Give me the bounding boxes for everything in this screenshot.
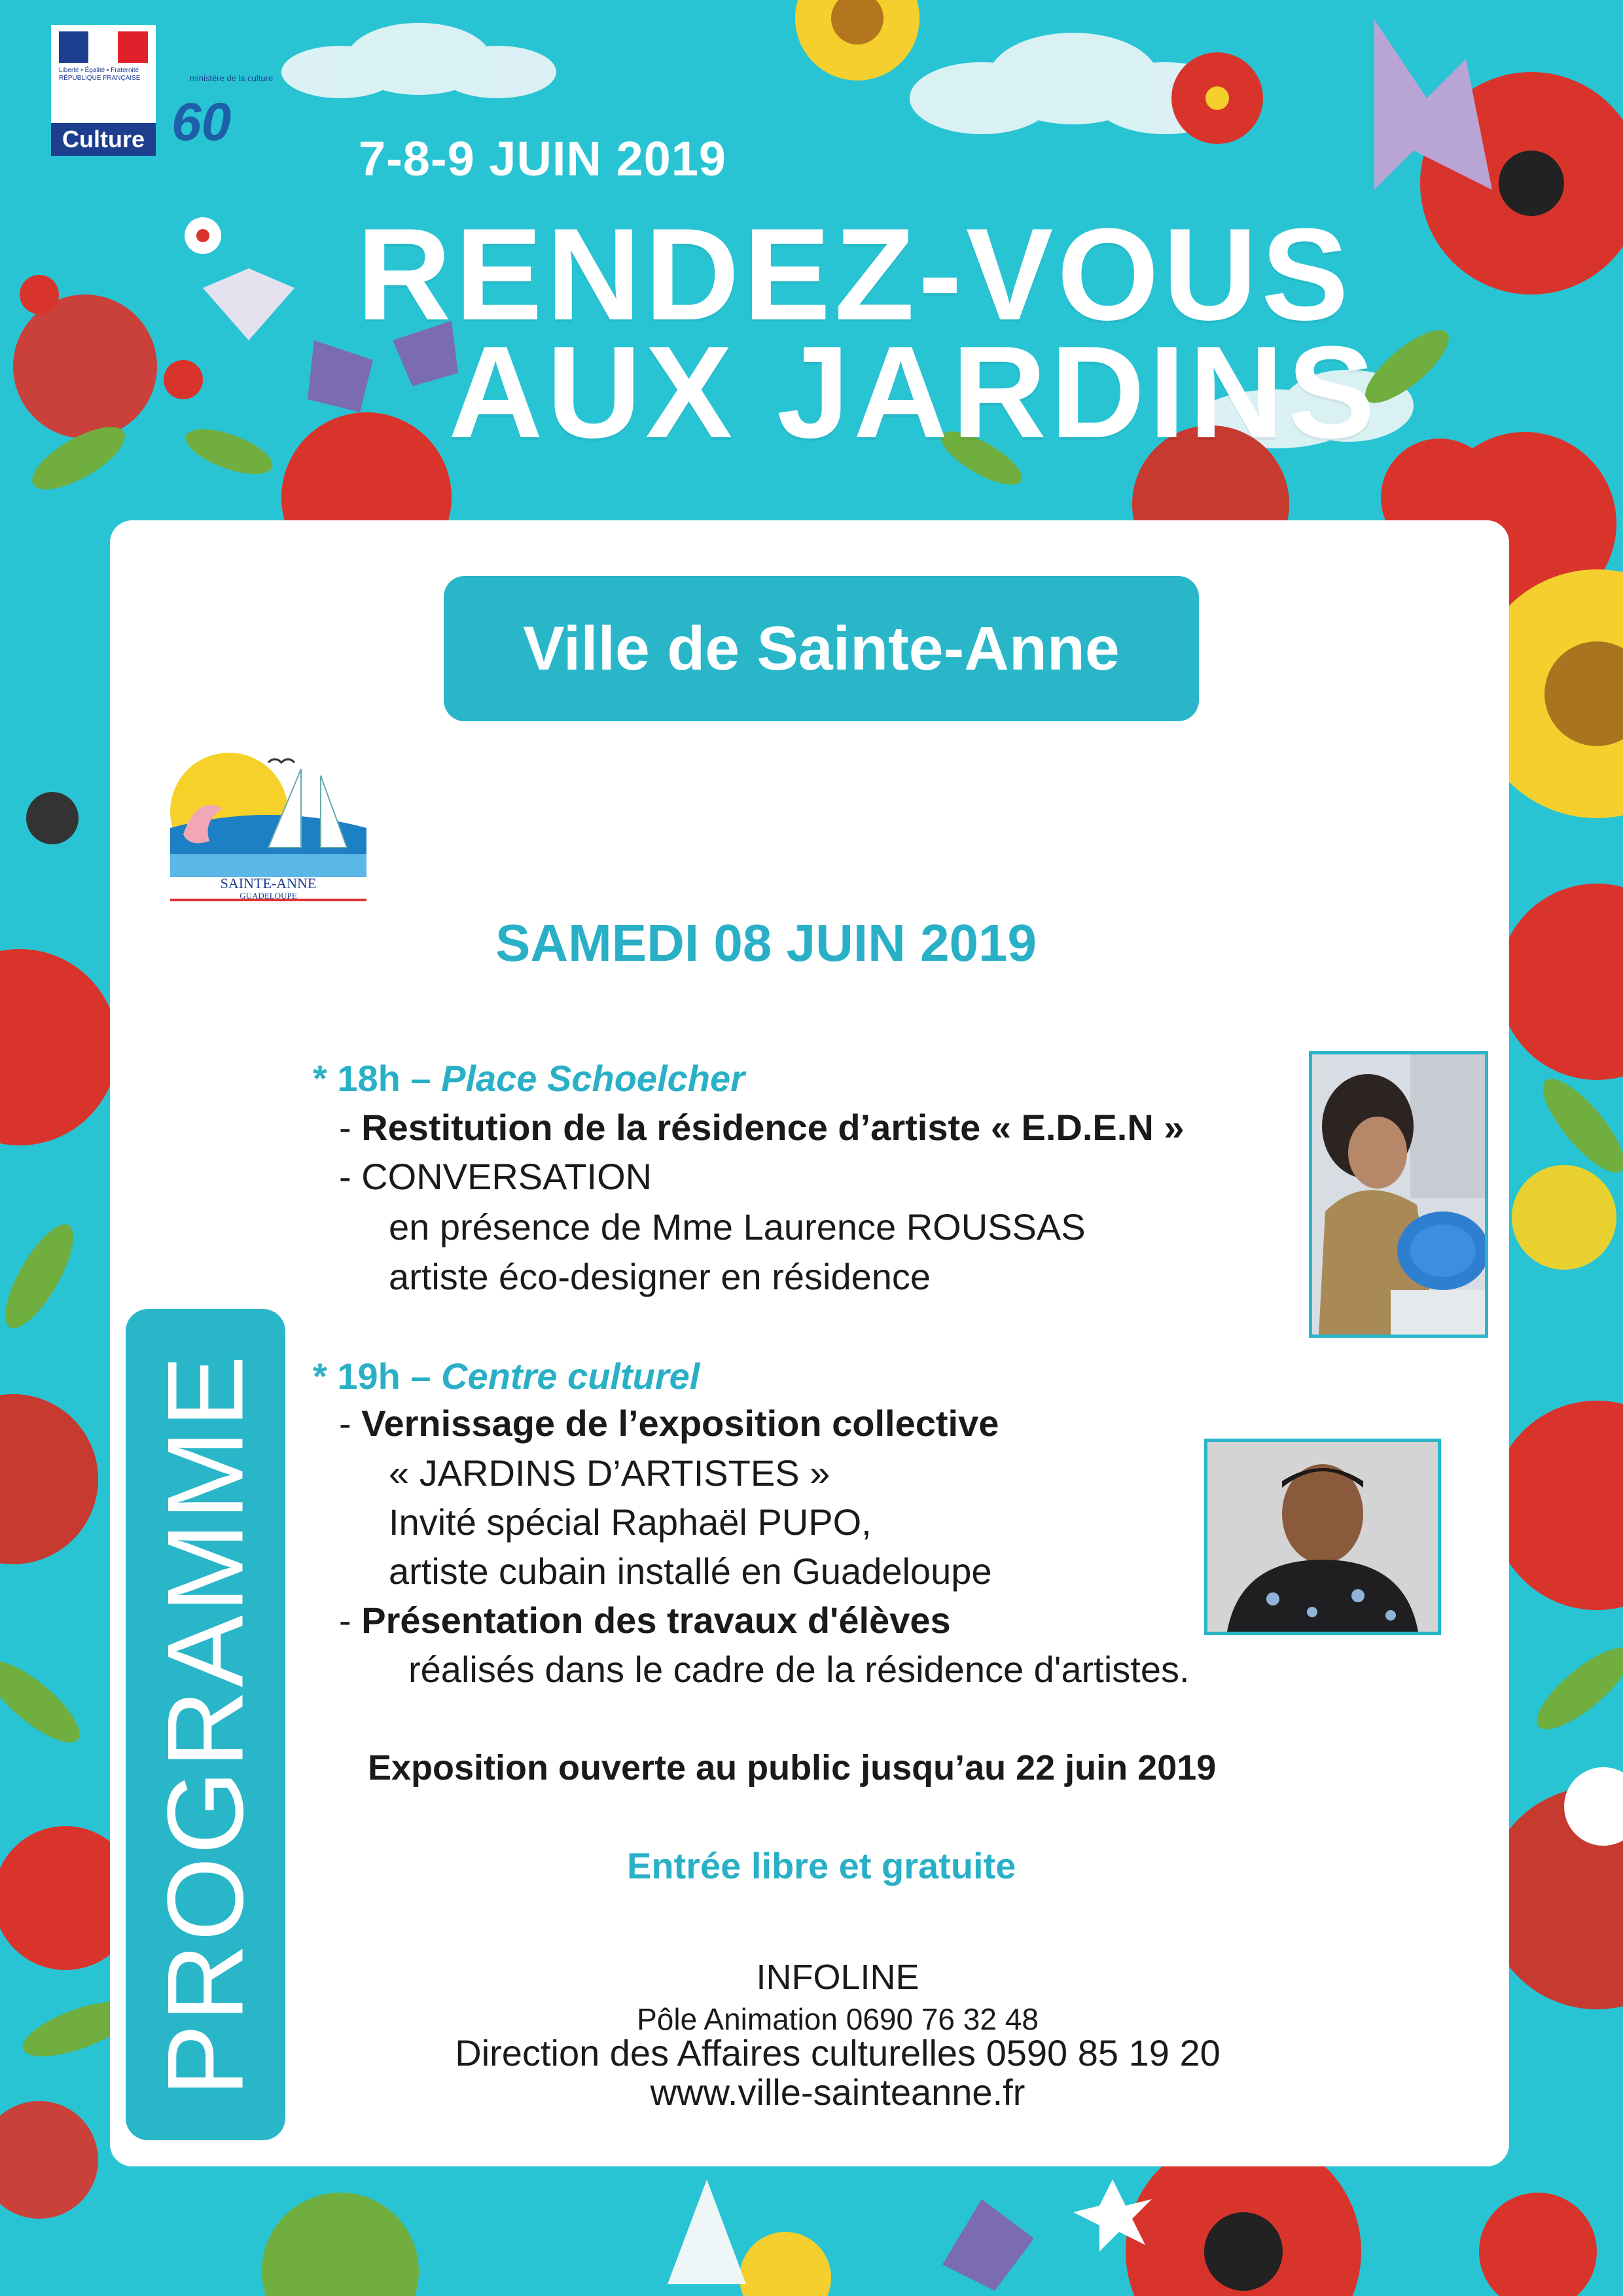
sainte-anne-logo-name: SAINTE-ANNE (220, 875, 317, 891)
slot-19h-heading (313, 1355, 700, 1397)
artist-pupo-photo (1204, 1439, 1441, 1635)
ministry-of-culture-logo (51, 25, 156, 156)
slot-18h-item-restitution: - Restitution de la résidence d’artiste « E.D.E.N » (339, 1107, 1185, 1148)
sainte-anne-logo (157, 743, 380, 910)
sainte-anne-logo-sub: GUADELOUPE (240, 891, 297, 901)
programme-label: PROGRAMME (145, 1352, 266, 2097)
slot-19h-time: * 19h – (313, 1355, 442, 1397)
slot-18h-place: Place Schoelcher (441, 1058, 745, 1099)
slot-19h-detail-residency: réalisés dans le cadre de la résidence d'artistes. (408, 1649, 1190, 1690)
event-title-line1: RENDEZ-VOUS (357, 202, 1353, 348)
slot-19h-detail-exhibition-name: « JARDINS D’ARTISTES » (389, 1452, 830, 1494)
infoline-direction-affaires-culturelles: Direction des Affaires culturelles 0590 85 19 20 (455, 2032, 1221, 2073)
event-title-line2: AUX JARDINS (448, 319, 1379, 465)
french-flag-icon (59, 31, 148, 63)
anniversary-60-logo: 60 (171, 92, 232, 152)
programme-side-banner (126, 1309, 285, 2140)
slot-18h-time: * 18h – (313, 1058, 442, 1099)
slot-18h-detail-artist: artiste éco-designer en résidence (389, 1256, 931, 1297)
infoline-title: INFOLINE (756, 1958, 919, 1997)
slot-18h-detail-presence: en présence de Mme Laurence ROUSSAS (389, 1206, 1086, 1247)
slot-19h-item-vernissage: - Vernissage de l’exposition collective (339, 1403, 999, 1444)
anniversary-small-text: ministère de la culture (190, 73, 274, 83)
artist-roussas-photo (1309, 1051, 1488, 1338)
exhibition-open-note: Exposition ouverte au public jusqu’au 22 juin 2019 (368, 1748, 1217, 1787)
infoline-website-link[interactable]: www.ville-sainteanne.fr (650, 2072, 1026, 2113)
republique-francaise-text: Liberté • Égalité • Fraternité RÉPUBLIQUE FRANÇAISE (59, 67, 141, 82)
free-entry-note: Entrée libre et gratuite (627, 1845, 1016, 1886)
slot-19h-detail-guest-bio: artiste cubain installé en Guadeloupe (389, 1551, 992, 1592)
city-title-badge: Ville de Sainte-Anne (444, 576, 1199, 721)
infoline-pole-animation: Pôle Animation 0690 76 32 48 (637, 2002, 1039, 2036)
slot-19h-item-student-work: - Présentation des travaux d'élèves (339, 1600, 951, 1641)
slot-19h-detail-guest: Invité spécial Raphaël PUPO, (389, 1501, 872, 1543)
event-dates: 7-8-9 JUIN 2019 (359, 132, 727, 186)
slot-18h-heading (313, 1057, 745, 1100)
ministry-culture-label: Culture (51, 123, 156, 156)
slot-19h-place: Centre culturel (441, 1355, 700, 1397)
event-day-heading: SAMEDI 08 JUIN 2019 (495, 914, 1037, 972)
slot-18h-item-conversation: - CONVERSATION (339, 1156, 652, 1197)
